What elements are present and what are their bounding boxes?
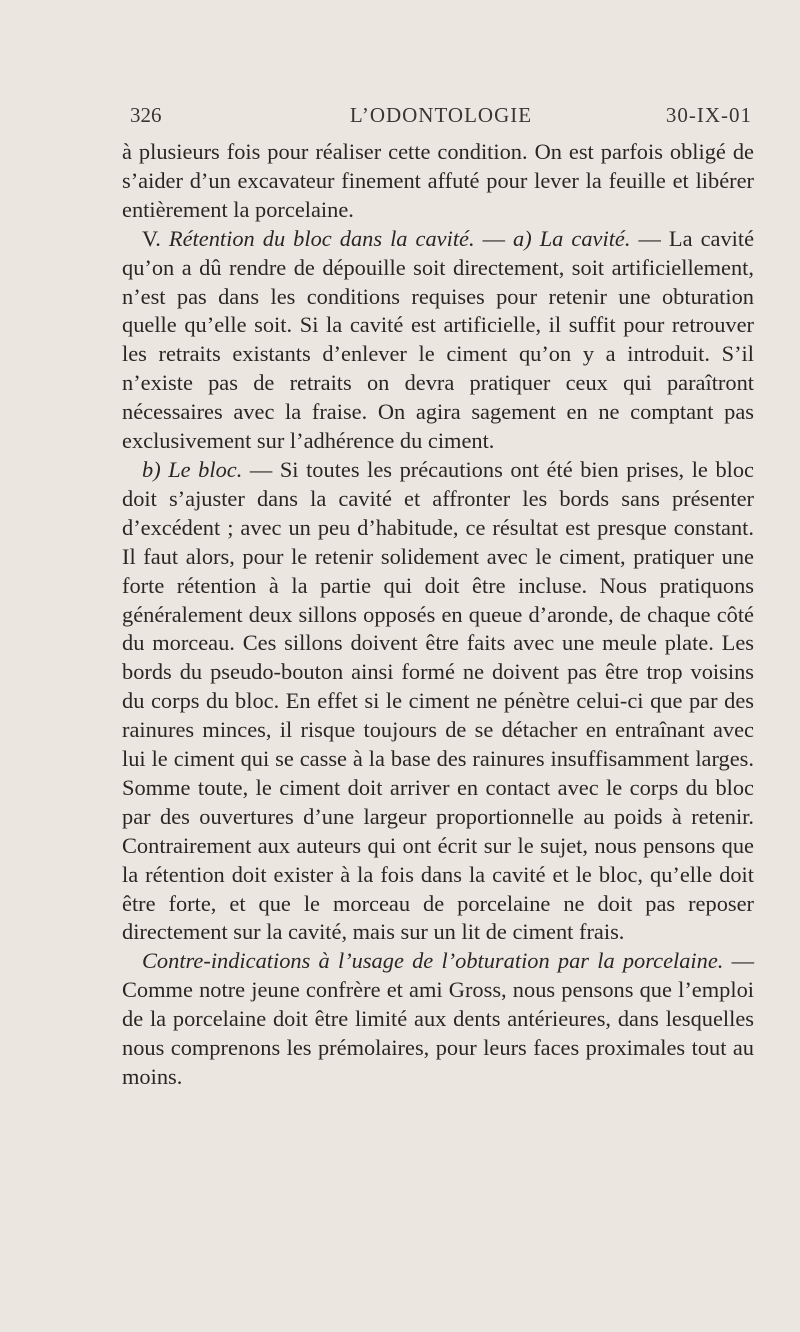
paragraph: [122, 947, 754, 1092]
text-run: — Comme notre jeune confrère et ami Gross, nous pensons que l’emploi de la porcelaine doit être limité aux dents antérieures, dans lesquelles nous comprenons les prémolaires, pour leurs faces proximales tout au moins.: [122, 948, 754, 1089]
text-run: à plusieurs fois pour réaliser cette condition. On est parfois obligé de s’aider d’un excavateur finement affuté pour lever la feuille et libérer entièrement la porcelaine.: [122, 139, 754, 222]
italic-run: a) La cavité.: [513, 225, 631, 251]
page-number: 326: [130, 103, 162, 127]
text-run: — La cavité qu’on a dû rendre de dépouille soit directement, soit artificiellement, n’est pas dans les conditions requises pour retenir une obturation quelle qu’elle soit. Si la cavité est artificielle, il suffit pour retrouver les retraits existants d’enlever le ciment qu’on y a introduit. S’il n’existe pas de retraits on devra pratiquer ceux qui paraîtront nécessaires avec la fraise. On agira sagement en ne comptant pas exclusivement sur l’adhérence du ciment.: [122, 225, 755, 454]
italic-run: Contre-indications à l’usage de l’obturation par la porcelaine.: [142, 948, 724, 974]
text-run: —: [474, 225, 514, 251]
issue-date: 30-IX-01: [665, 103, 752, 127]
body-text: [122, 138, 754, 1092]
italic-run: Rétention du bloc dans la cavité.: [168, 225, 475, 251]
text-run: — Si toutes les précautions ont été bien prises, le bloc doit s’ajuster dans la cavité et affronter les bords sans présenter d’excédent ; avec un peu d’habitude, ce résultat est presque constant. Il faut alors, pour le retenir solidement avec le ciment, pratiquer une forte rétention à la partie qui doit être incluse. Nous pratiquons généralement deux sillons opposés en queue d’aronde, de chaque côté du morceau. Ces sillons doivent être faits avec une meule plate. Les bords du pseudo-bouton ainsi formé ne doivent pas être trop voisins du corps du bloc. En effet si le ciment ne pénètre celui-ci que par des rainures minces, il risque toujours de se détacher en entraînant avec lui le ciment qui se casse à la base des rainures insuffisamment larges. Somme toute, le ciment doit arriver en contact avec le corps du bloc par des ouvertures d’une largeur proportionnelle au poids à retenir. Contrairement aux auteurs qui ont écrit sur le sujet, nous pensons que la rétention doit exister à la fois dans la cavité et le bloc, qu’elle doit être forte, et que le morceau de porcelaine ne doit pas reposer directement sur la cavité, mais sur un lit de ciment frais.: [122, 456, 754, 945]
paragraph: [122, 456, 754, 947]
paragraph: [122, 225, 754, 456]
italic-run: b) Le bloc.: [142, 456, 243, 482]
journal-title: L’ODONTOLOGIE: [349, 103, 533, 127]
running-header: [130, 103, 752, 133]
paragraph: [122, 138, 754, 225]
text-run: V.: [142, 225, 169, 251]
